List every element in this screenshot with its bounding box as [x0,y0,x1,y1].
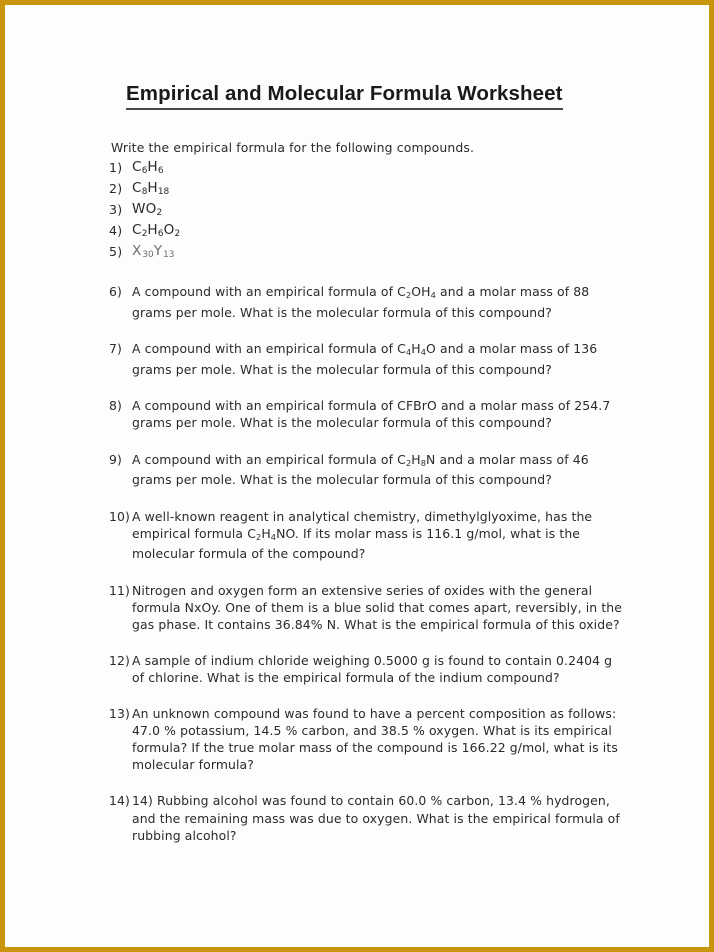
problem-text: A sample of indium chloride weighing 0.5000 g is found to contain 0.2404 g of chlorine. What is the empirical formula of the indium compound? [132,652,613,685]
problem-marker: 11) [109,582,130,598]
problem-text: A compound with an empirical formula of $C_4H_4O$ and a molar mass of 136 grams per mole. What is the molecular formula of this compound? [132,341,598,378]
problem-text: A compound with an empirical formula of $C_2OH_4$ and a molar mass of 88 grams per mole. What is the molecular formula of this compound? [132,284,590,321]
problem-item [109,652,624,686]
problem-item [109,340,624,378]
list-marker: 4) [109,223,123,239]
problem-text: An unknown compound was found to have a percent composition as follows: 47.0 % potassium, 14.5 % carbon, and 38.5 % oxygen. What is its empirical formula? If the true molar mass of the compound is 166.22 g/mol, what is its molecular formula? [132,706,618,773]
chemical-formula: $WO_2$ [132,200,163,218]
problem-item [109,582,624,633]
list-marker: 1) [109,159,123,175]
problem-item [109,792,624,843]
chemical-formula: $C_2H_6O_2$ [132,222,181,239]
title-block [126,83,646,110]
page-title: Empirical and Molecular Formula Worksheet [126,83,563,110]
list-marker: 2) [109,180,123,196]
problem-text: A compound with an empirical formula of $C_2H_8N$ and a molar mass of 46 grams per mole. What is the molecular formula of this compound? [132,451,589,488]
problem-marker: 10) [109,508,130,524]
worksheet-content [109,140,624,863]
formula-list-item [109,180,624,201]
problem-text: A compound with an empirical formula of CFBrO and a molar mass of 254.7 grams per mole. What is the molecular formula of this compound? [132,398,611,431]
problem-item [109,508,624,563]
problem-text: A well-known reagent in analytical chemistry, dimethylglyoxime, has the empirical formula $C_2H_4NO$. If its molar mass is 116.1 g/mol, what is the molecular formula of the compound? [132,508,593,562]
problem-item [109,397,624,431]
formula-list-item [109,159,624,180]
list-marker: 3) [109,201,123,217]
problem-item [109,705,624,773]
chemical-formula: $C_8H_{18}$ [132,179,170,197]
formula-list-item [109,222,624,243]
formula-list [109,159,624,265]
problem-item [109,283,624,321]
problem-marker: 12) [109,652,130,668]
chemical-formula: $X_{30}Y_{13}$ [132,243,175,261]
problem-marker: 13) [109,706,130,722]
formula-list-item [109,243,624,264]
chemical-formula: $C_6H_6$ [132,158,164,176]
problem-text: Nitrogen and oxygen form an extensive series of oxides with the general formula NxOy. One of them is a blue solid that comes apart, reversibly, in the gas phase. It contains 36.84% N. What is the empirical formula of this oxide? [132,582,623,632]
problem-marker: 9) [109,451,122,467]
problem-item [109,451,624,489]
problem-marker: 6) [109,284,122,300]
worksheet-sheet [5,5,709,947]
problem-list [109,283,624,843]
problem-marker: 7) [109,341,122,357]
list-marker: 5) [109,244,123,260]
problem-marker: 8) [109,398,122,414]
formula-list-item [109,201,624,222]
instruction-text: Write the empirical formula for the following compounds. [111,140,475,155]
problem-text: 14) Rubbing alcohol was found to contain 60.0 % carbon, 13.4 % hydrogen, and the remaining mass was due to oxygen. What is the empirical formula of rubbing alcohol? [132,793,620,843]
problem-marker: 14) [109,793,130,809]
